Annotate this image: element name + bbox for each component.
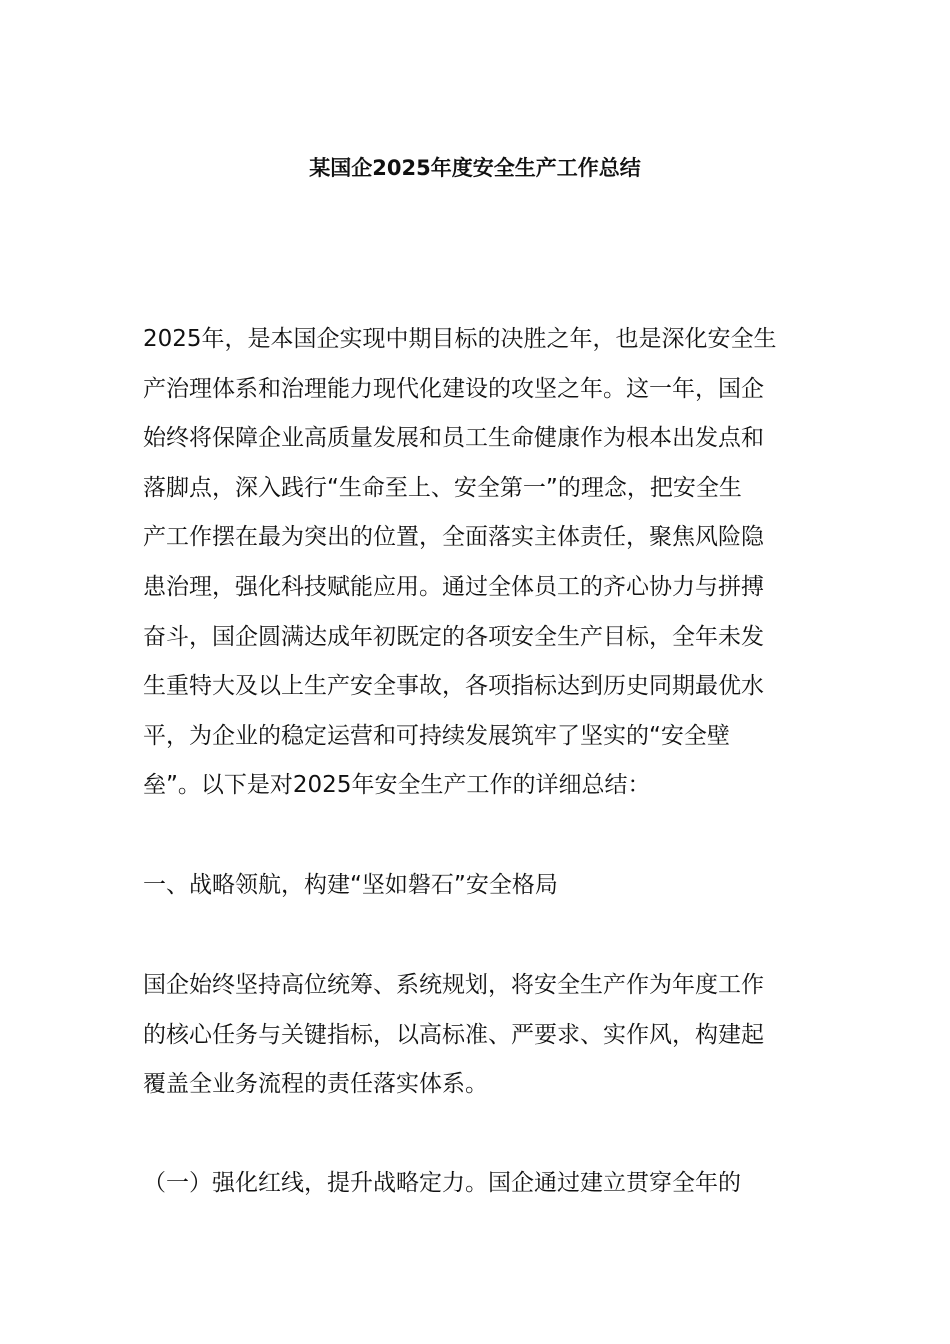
text-line: 垒”。以下是对2025年安全生产工作的详细总结： (143, 772, 651, 799)
text-line: 患治理，强化科技赋能应用。通过全体员工的齐心协力与拼搏 (143, 573, 764, 600)
text-line: 国企始终坚持高位统筹、系统规划，将安全生产作为年度工作 (143, 972, 764, 998)
text-line: 奋斗，国企圆满达成年初既定的各项安全生产目标，全年未发 (143, 623, 764, 650)
text-line: 始终将保障企业高质量发展和员工生命健康作为根本出发点和 (143, 425, 764, 452)
section1-paragraph (143, 961, 813, 1110)
text-line: 落脚点，深入践行“生命至上、安全第一”的理念，把安全生 (143, 474, 742, 501)
text-line: 生重特大及以上生产安全事故，各项指标达到历史同期最优水 (143, 673, 764, 700)
text-line: 的核心任务与关键指标，以高标准、严要求、实作风，构建起 (143, 1021, 764, 1048)
intro-paragraph (143, 315, 813, 811)
text-line: 平，为企业的稳定运营和可持续发展筑牢了坚实的“安全壁 (143, 722, 730, 749)
document-title: 某国企2025年度安全生产工作总结 (309, 156, 641, 180)
text-line: 覆盖全业务流程的责任落实体系。 (143, 1071, 488, 1098)
text-line: 产治理体系和治理能力现代化建设的攻坚之年。这一年，国企 (143, 375, 764, 402)
text-line: 产工作摆在最为突出的位置，全面落实主体责任，聚焦风险隐 (143, 524, 764, 551)
subsection-line: （一）强化红线，提升战略定力。国企通过建立贯穿全年的 (143, 1170, 741, 1196)
text-line: 2025年，是本国企实现中期目标的决胜之年，也是深化安全生 (143, 326, 777, 352)
section-heading: 一、战略领航，构建“坚如磐石”安全格局 (143, 872, 558, 898)
